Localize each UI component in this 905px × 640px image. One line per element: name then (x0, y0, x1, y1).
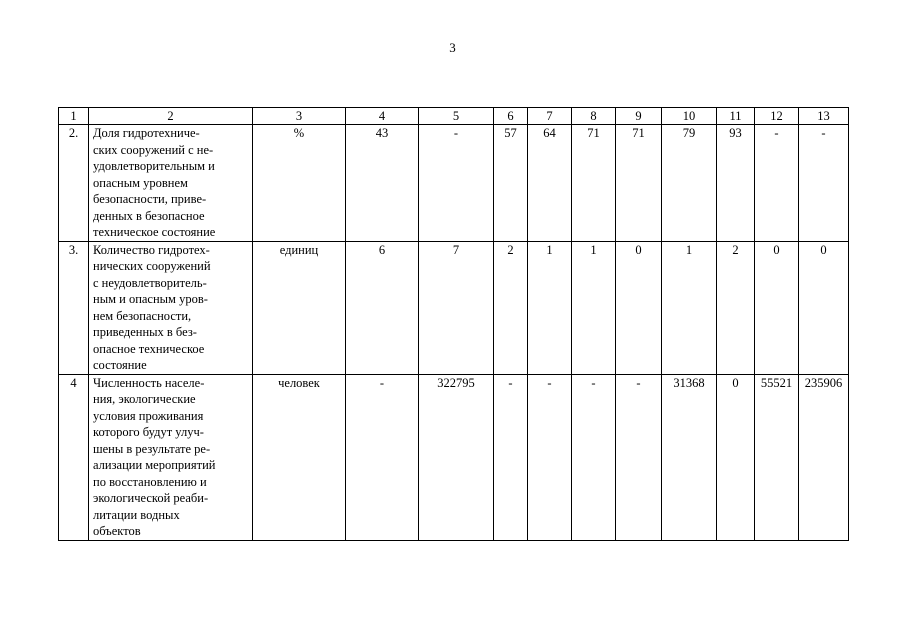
value-cell: 235906 (799, 374, 849, 540)
description-line: Доля гидротехниче- (93, 126, 200, 140)
description-line: безопасности, приве- (93, 192, 207, 206)
value-cell: - (494, 374, 528, 540)
value-cell: 2 (494, 241, 528, 374)
description-line: с неудовлетворитель- (93, 275, 207, 290)
description-line: Количество гидротех- (93, 242, 210, 257)
value-cell: 64 (528, 125, 572, 242)
value-cell: 71 (572, 125, 616, 242)
header-cell: 13 (799, 108, 849, 125)
value-cell: 7 (419, 241, 494, 374)
value-cell: 55521 (755, 374, 799, 540)
row-number: 4 (59, 374, 89, 540)
value-cell: 57 (494, 125, 528, 242)
header-cell: 5 (419, 108, 494, 125)
description-line: денных в безопасное (93, 208, 205, 223)
header-cell: 8 (572, 108, 616, 125)
description-line: состояние (93, 358, 147, 372)
table-row (59, 374, 849, 540)
value-cell: 43 (346, 125, 419, 242)
header-cell: 4 (346, 108, 419, 125)
description-line: условия проживания (93, 408, 204, 423)
table-row (59, 125, 849, 242)
indicators-table (58, 107, 849, 541)
value-cell: - (616, 374, 662, 540)
value-cell: 1 (572, 241, 616, 374)
value-cell: - (755, 125, 799, 242)
description-line: литации водных (93, 507, 180, 522)
value-cell: - (419, 125, 494, 242)
value-cell: 322795 (419, 374, 494, 540)
value-cell: 0 (799, 241, 849, 374)
description-line: удовлетворительным и (93, 159, 215, 173)
description-line: нем безопасности, (93, 308, 192, 323)
unit-cell: единиц (253, 241, 346, 374)
value-cell: 93 (717, 125, 755, 242)
header-cell: 2 (89, 108, 253, 125)
indicator-description (89, 241, 253, 374)
value-cell: - (799, 125, 849, 242)
description-line: экологической реаби- (93, 491, 209, 505)
value-cell: - (346, 374, 419, 540)
header-cell: 1 (59, 108, 89, 125)
description-line: ализации мероприятий (93, 458, 216, 472)
value-cell: 1 (662, 241, 717, 374)
description-line: Численность населе- (93, 375, 205, 390)
description-line: ских сооружений с не- (93, 142, 214, 157)
description-line: по восстановлению и (93, 474, 207, 489)
description-line: опасным уровнем (93, 175, 188, 190)
value-cell: - (528, 374, 572, 540)
row-number: 3. (59, 241, 89, 374)
indicator-description (89, 125, 253, 242)
description-line: приведенных в без- (93, 325, 197, 339)
unit-cell: % (253, 125, 346, 242)
value-cell: 0 (616, 241, 662, 374)
value-cell: 2 (717, 241, 755, 374)
description-line: ным и опасным уров- (93, 292, 208, 306)
description-line: шены в результате ре- (93, 441, 211, 456)
value-cell: 0 (717, 374, 755, 540)
value-cell: 1 (528, 241, 572, 374)
value-cell: 6 (346, 241, 419, 374)
header-cell: 3 (253, 108, 346, 125)
row-number: 2. (59, 125, 89, 242)
header-cell: 7 (528, 108, 572, 125)
description-line: ния, экологические (93, 392, 196, 406)
header-cell: 11 (717, 108, 755, 125)
description-line: нических сооружений (93, 259, 211, 273)
description-line: которого будут улуч- (93, 425, 204, 439)
indicator-description (89, 374, 253, 540)
page-number: 3 (449, 40, 456, 55)
unit-cell: человек (253, 374, 346, 540)
value-cell: 79 (662, 125, 717, 242)
table-row (59, 241, 849, 374)
value-cell: 31368 (662, 374, 717, 540)
description-line: опасное техническое (93, 341, 205, 356)
value-cell: 0 (755, 241, 799, 374)
header-cell: 6 (494, 108, 528, 125)
value-cell: 71 (616, 125, 662, 242)
description-line: техническое состояние (93, 225, 216, 239)
header-cell: 9 (616, 108, 662, 125)
header-cell: 12 (755, 108, 799, 125)
column-number-row (59, 108, 849, 125)
value-cell: - (572, 374, 616, 540)
header-cell: 10 (662, 108, 717, 125)
description-line: объектов (93, 524, 141, 538)
